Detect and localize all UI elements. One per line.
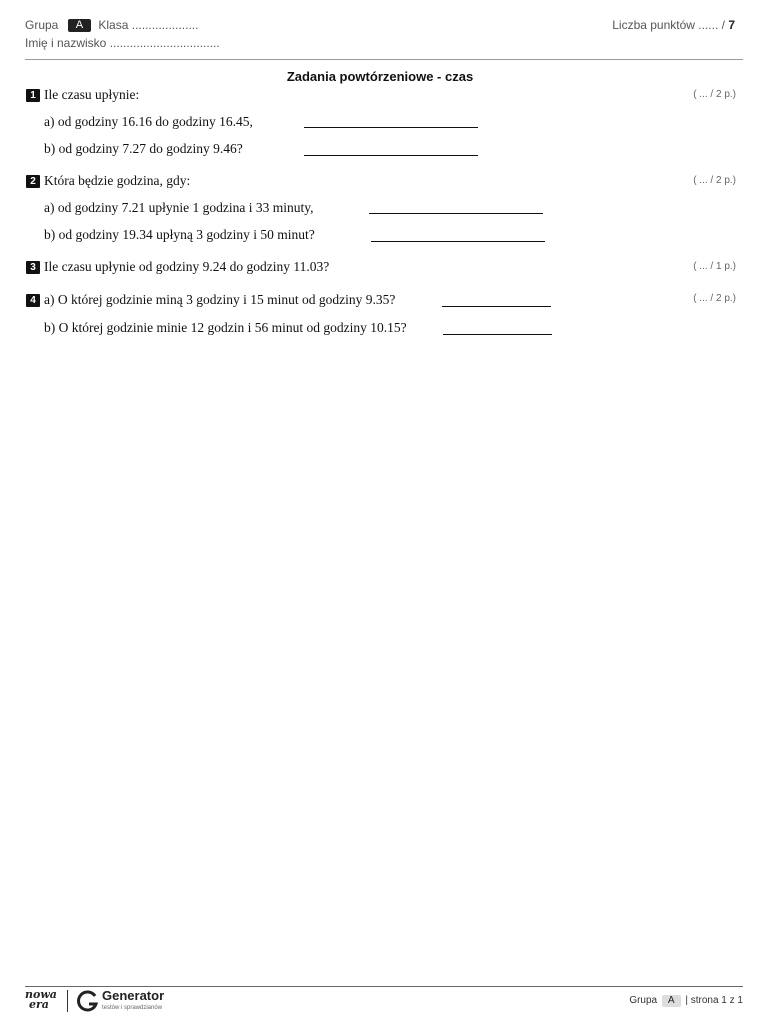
task-number-badge: 4	[26, 294, 40, 307]
group-label: Grupa	[25, 18, 59, 32]
points-label: Liczba punktów ...... /	[612, 18, 725, 32]
task-number-badge: 3	[26, 261, 40, 274]
class-dots: ....................	[131, 18, 199, 32]
generator-logo	[102, 990, 164, 1014]
task-2-points: ( ... / 2 p.)	[693, 175, 736, 186]
task-number-badge: 2	[26, 175, 40, 188]
class-label: Klasa	[98, 18, 129, 32]
page-title: Zadania powtórzeniowe - czas	[286, 69, 474, 84]
task-2-prompt	[26, 173, 190, 189]
total-points	[612, 18, 735, 32]
generator-tagline: testów i sprawdzianów	[102, 1005, 163, 1011]
task-1b-text: b) od godziny 7.27 do godziny 9.46?	[44, 141, 243, 156]
answer-blank-4b[interactable]	[443, 334, 552, 335]
task-4-points: ( ... / 2 p.)	[693, 293, 736, 304]
points-total: 7	[728, 18, 735, 32]
footer-group-badge: A	[662, 995, 681, 1007]
answer-blank-2a[interactable]	[369, 213, 543, 214]
logo-line-1: nowa	[25, 988, 57, 1001]
task-prompt-text: a) O której godzinie miną 3 godziny i 15 minut od godziny 9.35?	[44, 292, 396, 307]
generator-g-icon	[76, 989, 100, 1013]
task-2a-text: a) od godziny 7.21 upłynie 1 godzina i 33 minuty,	[44, 200, 314, 215]
task-1-points: ( ... / 2 p.)	[693, 89, 736, 100]
task-1a-text: a) od godziny 16.16 do godziny 16.45,	[44, 114, 253, 129]
task-prompt-text: Która będzie godzina, gdy:	[44, 173, 191, 188]
answer-blank-4a[interactable]	[442, 306, 551, 307]
footer-group-label: Grupa	[629, 995, 658, 1006]
task-1-prompt	[26, 87, 139, 103]
footer-page-number: | strona 1 z 1	[685, 995, 743, 1006]
nowa-era-logo	[25, 990, 57, 1010]
answer-blank-1a[interactable]	[304, 127, 478, 128]
task-3-prompt	[26, 259, 329, 275]
answer-blank-1b[interactable]	[304, 155, 478, 156]
header-divider	[25, 59, 743, 60]
footer-divider	[25, 986, 743, 987]
task-number-badge: 1	[26, 89, 40, 102]
group-badge: A	[68, 19, 91, 32]
task-2b-text: b) od godziny 19.34 upłyną 3 godziny i 50 minut?	[44, 227, 315, 242]
name-field	[25, 36, 220, 50]
task-prompt-text: Ile czasu upłynie od godziny 9.24 do godziny 11.03?	[44, 259, 330, 274]
group-field	[25, 18, 198, 32]
task-4b-text: b) O której godzinie minie 12 godzin i 56 minut od godziny 10.15?	[44, 320, 407, 335]
footer-page-info	[629, 995, 743, 1007]
name-dots: .................................	[109, 36, 220, 50]
task-prompt-text: Ile czasu upłynie:	[44, 87, 140, 102]
generator-name: Generator	[102, 988, 165, 1003]
name-label: Imię i nazwisko	[25, 36, 107, 50]
logo-separator	[67, 990, 68, 1012]
logo-line-2: era	[29, 998, 49, 1011]
answer-blank-2b[interactable]	[371, 241, 545, 242]
task-3-points: ( ... / 1 p.)	[693, 261, 736, 272]
task-4-prompt	[26, 292, 395, 308]
